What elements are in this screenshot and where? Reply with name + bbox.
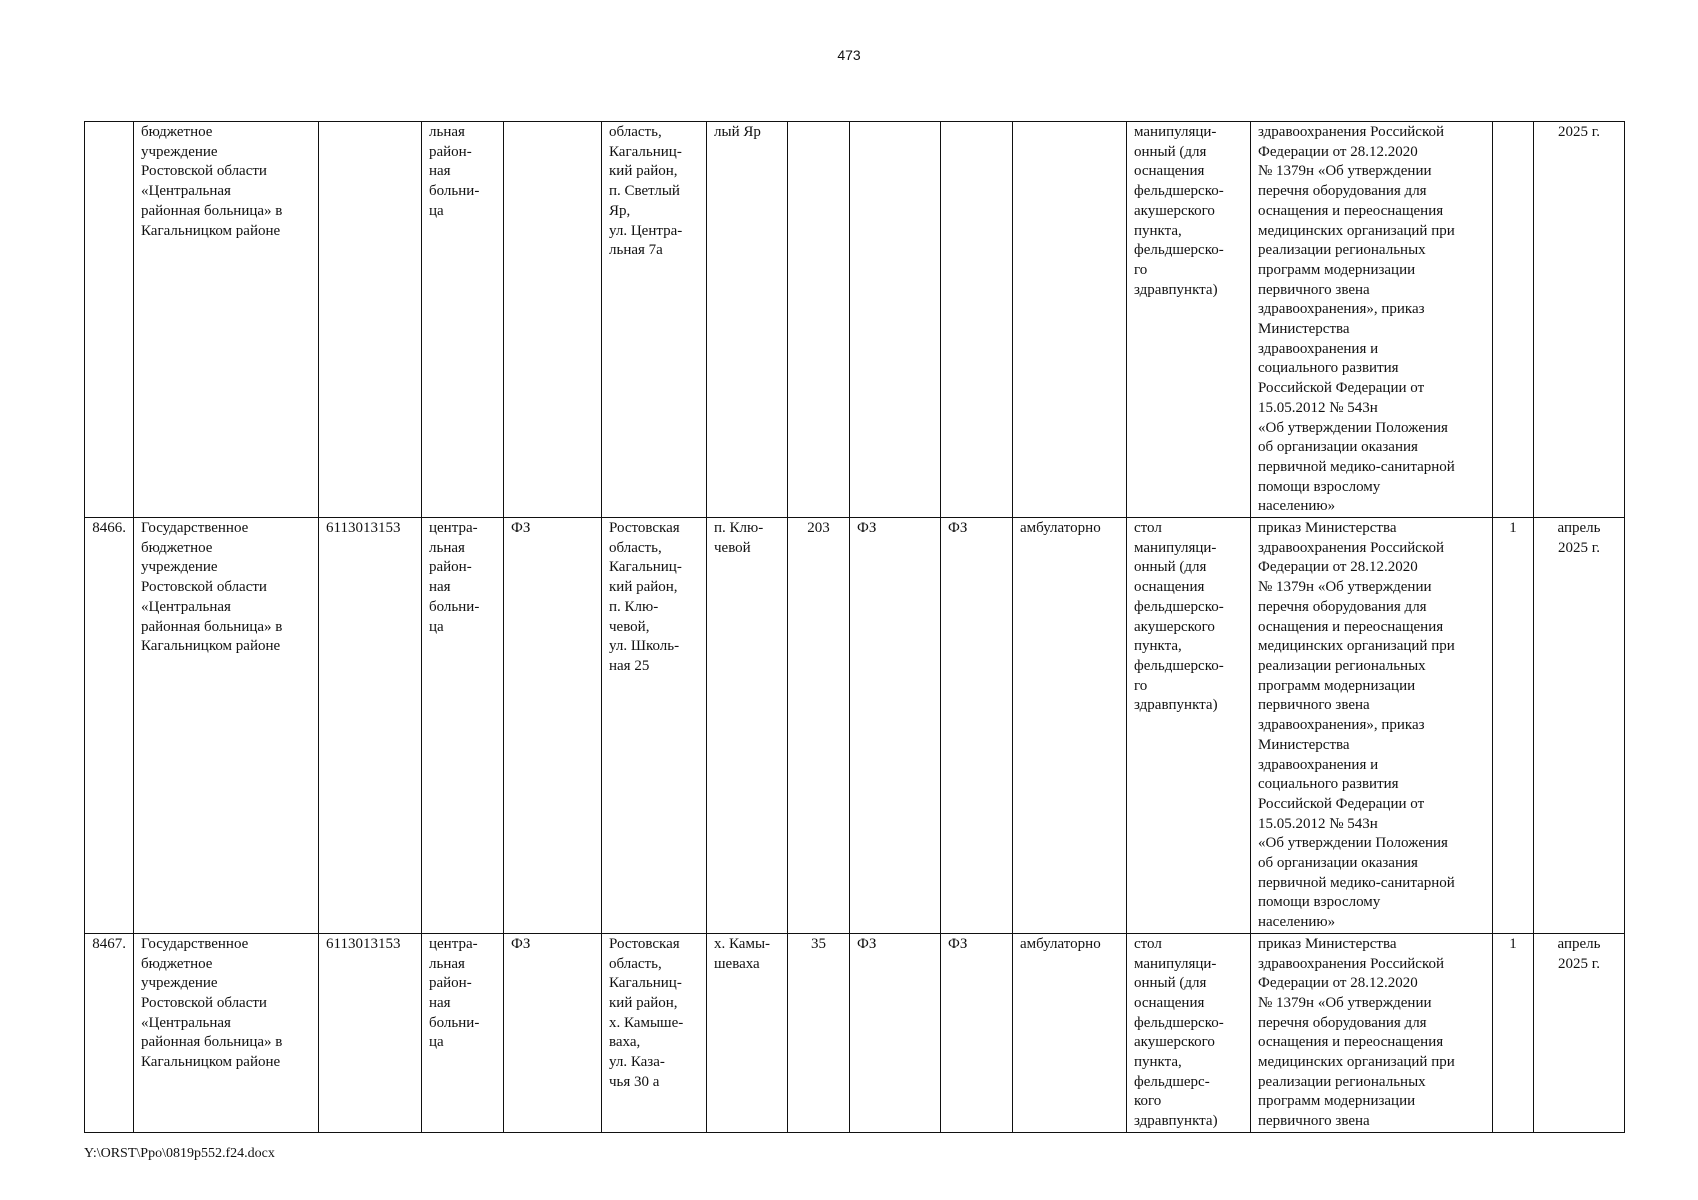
inn: 6113013153 — [319, 518, 422, 934]
table-row — [85, 122, 1625, 518]
organization-name: Государственное бюджетное учреждение Ростовской области «Центральная районная больница» в Кагальницком районе — [134, 518, 319, 934]
row-number: 8467. — [85, 933, 134, 1132]
quantity: 1 — [1493, 518, 1534, 934]
table-row — [85, 518, 1625, 934]
address: область, Кагальниц- кий район, п. Светлый Яр, ул. Центра- льная 7а — [602, 122, 707, 518]
equipment-name: стол манипуляци- онный (для оснащения фельдшерско- акушерского пункта, фельдшерско- го здравпункта) — [1127, 518, 1251, 934]
equipment-table — [84, 121, 1625, 1133]
organization-type: льная район- ная больни- ца — [422, 122, 504, 518]
unit-type-3: ФЗ — [941, 933, 1013, 1132]
settlement: п. Клю- чевой — [707, 518, 788, 934]
legal-basis: приказ Министерства здравоохранения Российской Федерации от 28.12.2020 № 1379н «Об утверждении перечня оборудования для оснащения и переоснащения медицинских организаций при реализации региональных программ модернизации первичного звена — [1251, 933, 1493, 1132]
unit-type — [504, 122, 602, 518]
quantity — [1493, 122, 1534, 518]
care-conditions: амбулаторно — [1013, 933, 1127, 1132]
delivery-date: апрель 2025 г. — [1534, 518, 1625, 934]
file-path-footer: Y:\ORST\Ppo\0819p552.f24.docx — [84, 1146, 275, 1161]
unit-type: ФЗ — [504, 933, 602, 1132]
legal-basis: здравоохранения Российской Федерации от 28.12.2020 № 1379н «Об утверждении перечня оборудования для оснащения и переоснащения медицинских организаций при реализации региональных программ модернизации первичного звена здравоохранения», приказ Министерства здравоохранения и социального развития Российской Федерации от 15.05.2012 № 543н «Об утверждении Положения об организации оказания первичной медико-санитарной помощи взрослому населению» — [1251, 122, 1493, 518]
delivery-date: апрель 2025 г. — [1534, 933, 1625, 1132]
population: 35 — [788, 933, 850, 1132]
organization-name: бюджетное учреждение Ростовской области «Центральная районная больница» в Кагальницком районе — [134, 122, 319, 518]
population: 203 — [788, 518, 850, 934]
quantity: 1 — [1493, 933, 1534, 1132]
unit-type-3 — [941, 122, 1013, 518]
organization-name: Государственное бюджетное учреждение Ростовской области «Центральная районная больница» в Кагальницком районе — [134, 933, 319, 1132]
settlement: лый Яр — [707, 122, 788, 518]
care-conditions — [1013, 122, 1127, 518]
inn: 6113013153 — [319, 933, 422, 1132]
equipment-name: манипуляци- онный (для оснащения фельдшерско- акушерского пункта, фельдшерско- го здравпункта) — [1127, 122, 1251, 518]
equipment-name: стол манипуляци- онный (для оснащения фельдшерско- акушерского пункта, фельдшерс- кого здравпункта) — [1127, 933, 1251, 1132]
address: Ростовская область, Кагальниц- кий район, п. Клю- чевой, ул. Школь- ная 25 — [602, 518, 707, 934]
row-number: 8466. — [85, 518, 134, 934]
organization-type: центра- льная район- ная больни- ца — [422, 518, 504, 934]
settlement: х. Камы- шеваха — [707, 933, 788, 1132]
unit-type-2: ФЗ — [850, 933, 941, 1132]
unit-type: ФЗ — [504, 518, 602, 934]
delivery-date: 2025 г. — [1534, 122, 1625, 518]
unit-type-2 — [850, 122, 941, 518]
unit-type-3: ФЗ — [941, 518, 1013, 934]
care-conditions: амбулаторно — [1013, 518, 1127, 934]
table-row — [85, 933, 1625, 1132]
address: Ростовская область, Кагальниц- кий район, х. Камыше- ваха, ул. Каза- чья 30 а — [602, 933, 707, 1132]
page-number: 473 — [837, 47, 861, 63]
inn — [319, 122, 422, 518]
unit-type-2: ФЗ — [850, 518, 941, 934]
row-number — [85, 122, 134, 518]
population — [788, 122, 850, 518]
legal-basis: приказ Министерства здравоохранения Российской Федерации от 28.12.2020 № 1379н «Об утверждении перечня оборудования для оснащения и переоснащения медицинских организаций при реализации региональных программ модернизации первичного звена здравоохранения», приказ Министерства здравоохранения и социального развития Российской Федерации от 15.05.2012 № 543н «Об утверждении Положения об организации оказания первичной медико-санитарной помощи взрослому населению» — [1251, 518, 1493, 934]
organization-type: центра- льная район- ная больни- ца — [422, 933, 504, 1132]
